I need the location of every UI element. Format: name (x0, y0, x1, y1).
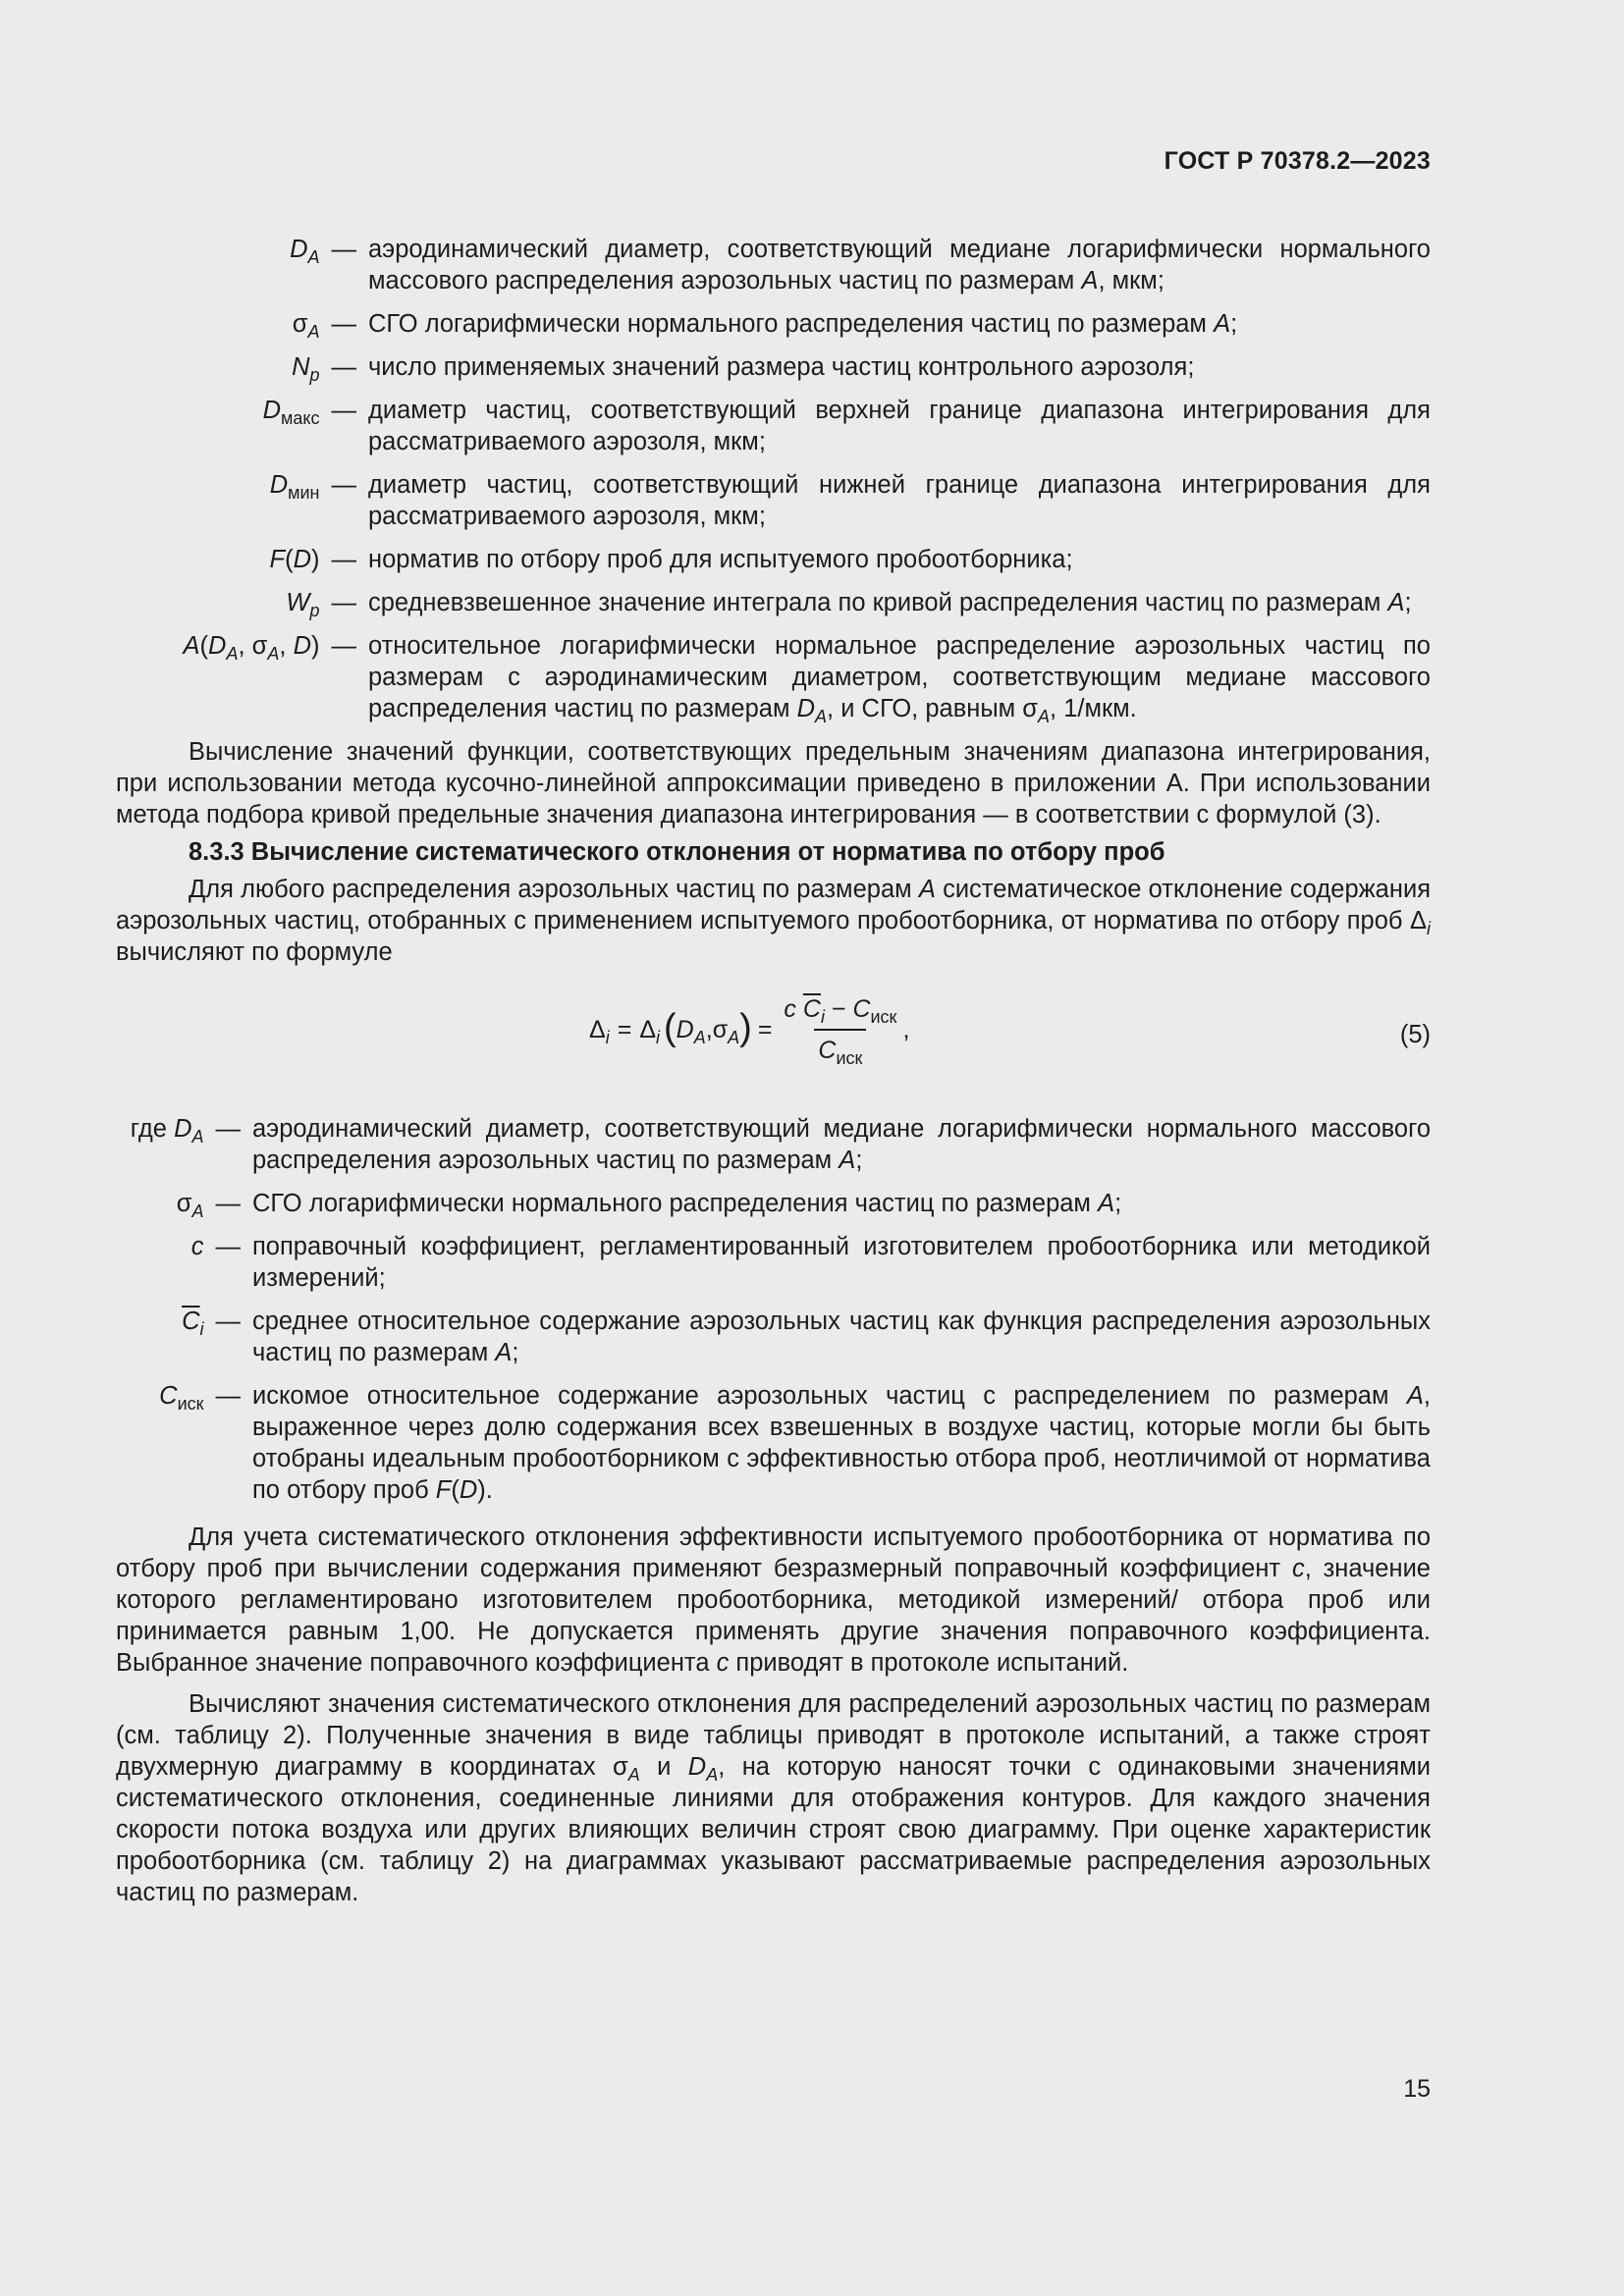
paragraph: Для учета систематического отклонения эффективности испытуемого пробоотборника от норматива по отбору проб при вычислении содержания применяют безразмерный поправочный коэффициент c, значение которого регламентировано изготовителем пробоотборника, методикой измерений/ отбора проб или принимается равным 1,00. Не допускается применять другие значения поправочного коэффициента. Выбранное значение поправочного коэффициента c приводят в протоколе испытаний. (116, 1523, 1431, 1677)
definitions-list-1 (116, 234, 1431, 724)
def-desc: СГО логарифмически нормального распределения частиц по размерам A; (368, 310, 1238, 338)
equation-number: (5) (1399, 1021, 1431, 1048)
def-desc: искомое относительное содержание аэрозольных частиц с распределением по размерам A, выраженное через долю содержания всех взвешенных в воздухе частиц, которые могли бы быть отобраны идеальным пробоотборником с эффективностью отбора проб, неотличимой от норматива по отбору проб F(D). (252, 1382, 1431, 1504)
def-term: $D_{мин}$ — (269, 471, 356, 503)
def-desc: поправочный коэффициент, регламентированный изготовителем пробоотборника или методикой измерений; (252, 1233, 1431, 1292)
page-number: 15 (1403, 2075, 1431, 2103)
def-term: $D_A$ — (290, 236, 356, 267)
paragraph: Для любого распределения аэрозольных частиц по размерам A систематическое отклонение содержания аэрозольных частиц, отобранных с применением испытуемого пробоотборника, от норматива по отбору проб $\Delta_i$ вычисляют по формуле (116, 876, 1431, 966)
def-term: $W_p$ — (286, 589, 356, 620)
section-heading: 8.3.3 Вычисление систематического отклонения от норматива по отбору проб (189, 838, 1165, 866)
def-term: $\overline{C}_i$ — (182, 1308, 241, 1339)
def-term: $D_{макс}$ — (262, 397, 356, 428)
def-desc: СГО логарифмически нормального распределения частиц по размерам A; (252, 1190, 1122, 1217)
def-desc: диаметр частиц, соответствующий нижней границе диапазона интегрирования для рассматриваемого аэрозоля, мкм; (368, 471, 1431, 530)
def-term: $C_{иск}$ — (159, 1382, 241, 1414)
paragraph: Вычисляют значения систематического отклонения для распределений аэрозольных частиц по размерам (см. таблицу 2). Полученные значения в виде таблицы приводят в протоколе испытаний, а также строят двухмерную диаграмму в координатах $\sigma_A$ и $D_A$, на которую наносят точки с одинаковыми значениями систематического отклонения, соединенные линиями для отображения контуров. Для каждого значения скорости потока воздуха или других влияющих величин строят свою диаграмму. При оценке характеристик пробоотборника (см. таблицу 2) на диаграммах указывают рассматриваемые распределения аэрозольных частиц по размерам. (116, 1690, 1432, 1906)
def-term: где $D_A$ — (130, 1115, 241, 1147)
def-desc: среднее относительное содержание аэрозольных частиц как функция распределения аэрозольных частиц по размерам A; (252, 1308, 1431, 1366)
paragraph: Вычисление значений функции, соответствующих предельным значениям диапазона интегрирования, при использовании метода кусочно-линейной аппроксимации приведено в приложении А. При использовании метода подбора кривой предельные значения диапазона интегрирования — в соответствии с формулой (3). (116, 738, 1431, 828)
definitions-list-2 (116, 1113, 1431, 1506)
formula: $\Delta_i$ = $\Delta_i$ ( $D_A,\sigma_A$ ) = $\frac{c \overline{C}_i - C_{иск}}{C_{иск}}$ , (589, 995, 910, 1068)
def-desc: диаметр частиц, соответствующий верхней границе диапазона интегрирования для рассматриваемого аэрозоля, мкм; (368, 397, 1431, 455)
def-term: $A(D_A$, $\sigma_A$, D) — (183, 632, 356, 664)
def-desc: норматив по отбору проб для испытуемого пробоотборника; (368, 546, 1073, 573)
def-desc: аэродинамический диаметр, соответствующий медиане логарифмически нормального массового распределения аэрозольных частиц по размерам A, мкм; (368, 236, 1431, 294)
fraction: $\frac{c \overline{C}_i - C_{иск}}{C_{иск}}$ (784, 995, 897, 1068)
def-desc: аэродинамический диаметр, соответствующий медиане логарифмически нормального массового распределения аэрозольных частиц по размерам A; (252, 1115, 1431, 1174)
def-term: $N_p$ — (292, 353, 356, 385)
def-term: $\sigma_A$ — (176, 1190, 241, 1221)
formula-block (116, 989, 1431, 1078)
def-desc: относительное логарифмически нормальное распределение аэрозольных частиц по размерам с аэродинамическим диаметром, соответствующим медиане массового распределения частиц по размерам $D_A$, и СГО, равным $\sigma_A$, 1/мкм. (368, 632, 1431, 726)
def-term: F(D) — (269, 546, 356, 573)
def-term: $\sigma_A$ — (292, 310, 356, 342)
page-content (116, 234, 1431, 1908)
document-header: ГОСТ Р 70378.2—2023 (1164, 147, 1431, 175)
def-desc: средневзвешенное значение интеграла по кривой распределения частиц по размерам A; (368, 589, 1412, 616)
def-desc: число применяемых значений размера частиц контрольного аэрозоля; (368, 353, 1195, 381)
def-term: c — (190, 1233, 241, 1260)
